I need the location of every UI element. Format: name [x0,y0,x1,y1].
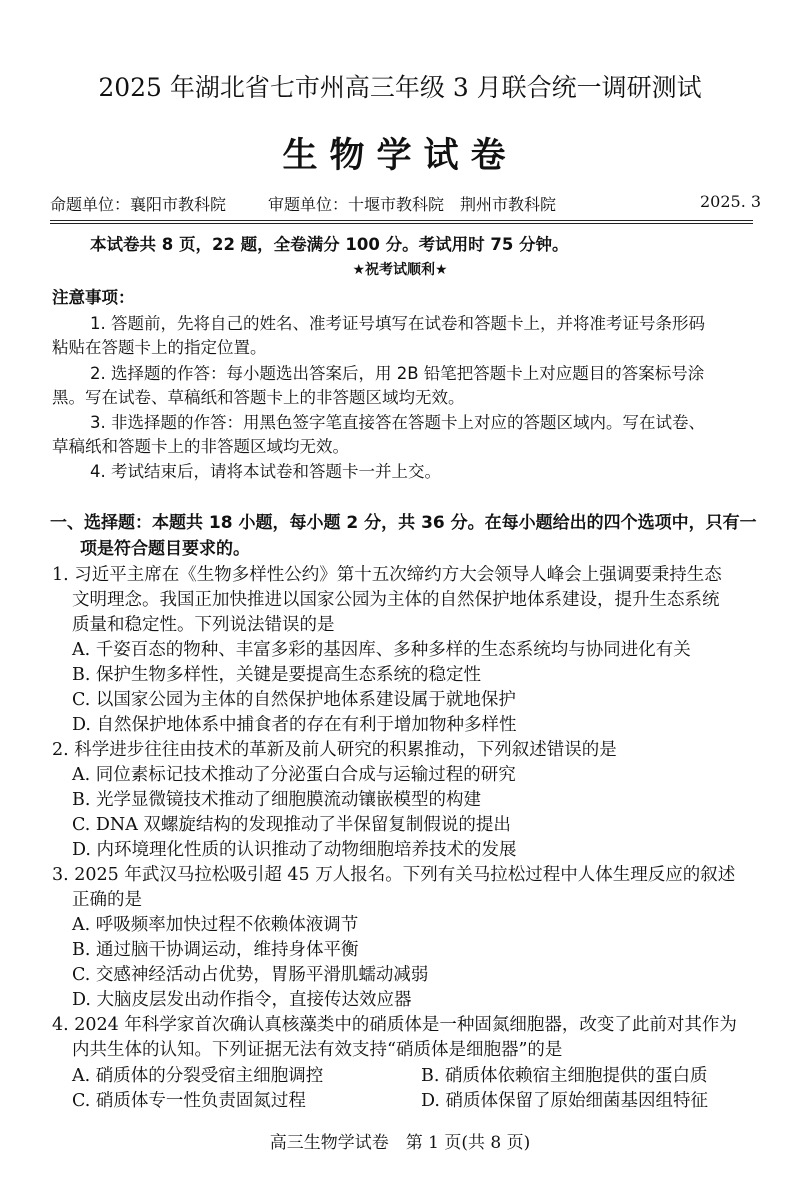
option-d: D. 硝质体保留了原始细菌基因组特征 [421,1091,709,1111]
option-c: C. DNA 双螺旋结构的发现推动了半保留复制假说的提出 [72,815,511,835]
notice-line: 2. 选择题的作答：每小题选出答案后，用 2B 铅笔把答题卡上对应题目的答案标号涂 [90,364,705,383]
notice-line: 草稿纸和答题卡上的非答题区域均无效。 [52,437,349,456]
option-a: A. 同位素标记技术推动了分泌蛋白合成与运输过程的研究 [72,765,516,785]
header-divider-top [50,220,753,221]
compiler-unit: 命题单位：襄阳市教科院 [50,195,227,214]
option-a: A. 硝质体的分裂受宿主细胞调控 [72,1066,324,1086]
option-d: D. 自然保护地体系中捕食者的存在有利于增加物种多样性 [72,715,517,735]
option-c: C. 以国家公园为主体的自然保护地体系建设属于就地保护 [72,690,516,710]
option-c: C. 硝质体专一性负责固氮过程 [72,1091,306,1111]
notice-line: 粘贴在答题卡上的指定位置。 [52,338,267,357]
notice-line: 1. 答题前，先将自己的姓名、准考证号填写在试卷和答题卡上，并将准考证号条形码 [90,314,705,333]
reviewer-unit: 审题单位：十堰市教科院 荆州市教科院 [268,195,557,214]
option-a: A. 千姿百态的物种、丰富多彩的基因库、多种多样的生态系统均与协同进化有关 [72,640,691,660]
blessing: ★祝考试顺利★ [352,262,448,278]
question-stem: 3. 2025 年武汉马拉松吸引超 45 万人报名。下列有关马拉松过程中人体生理反应的叙述 [52,865,736,885]
section-heading: 一、选择题：本题共 18 小题，每小题 2 分，共 36 分。在每小题给出的四个选项中，只有一 [50,513,757,533]
section-heading-cont: 项是符合题目要求的。 [80,539,250,559]
exam-title: 2025 年湖北省七市州高三年级 3 月联合统一调研测试 [98,73,702,102]
option-c: C. 交感神经活动占优势，胃肠平滑肌蠕动减弱 [72,965,429,985]
option-b: B. 硝质体依赖宿主细胞提供的蛋白质 [421,1066,708,1086]
notice-heading: 注意事项： [52,288,135,307]
option-b: B. 通过脑干协调运动，维持身体平衡 [72,940,359,960]
question-stem: 质量和稳定性。下列说法错误的是 [72,615,335,635]
option-d: D. 内环境理化性质的认识推动了动物细胞培养技术的发展 [72,840,517,860]
option-b: B. 保护生物多样性，关键是要提高生态系统的稳定性 [72,665,481,685]
question-stem: 文明理念。我国正加快推进以国家公园为主体的自然保护地体系建设，提升生态系统 [72,590,720,610]
option-d: D. 大脑皮层发出动作指令，直接传达效应器 [72,990,412,1010]
question-stem: 2. 科学进步往往由技术的革新及前人研究的积累推动，下列叙述错误的是 [52,740,617,760]
header-divider-bottom [50,223,753,224]
question-stem: 正确的是 [72,890,142,910]
subject-title: 生物学试卷 [282,135,518,176]
notice-line: 3. 非选择题的作答：用黑色签字笔直接答在答题卡上对应的答题区域内。写在试卷、 [90,413,705,432]
exam-date: 2025. 3 [700,192,762,211]
question-stem: 内共生体的认知。下列证据无法有效支持“硝质体是细胞器”的是 [72,1040,563,1060]
option-a: A. 呼吸频率加快过程不依赖体液调节 [72,915,359,935]
option-b: B. 光学显微镜技术推动了细胞膜流动镶嵌模型的构建 [72,790,481,810]
question-stem: 1. 习近平主席在《生物多样性公约》第十五次缔约方大会领导人峰会上强调要秉持生态 [52,565,722,585]
page-footer: 高三生物学试卷 第 1 页(共 8 页) [269,1133,531,1153]
notice-line: 4. 考试结束后，请将本试卷和答题卡一并上交。 [90,462,441,481]
exam-summary: 本试卷共 8 页，22 题，全卷满分 100 分。考试用时 75 分钟。 [90,235,569,254]
notice-line: 黑。写在试卷、草稿纸和答题卡上的非答题区域均无效。 [52,388,465,407]
question-stem: 4. 2024 年科学家首次确认真核藻类中的硝质体是一种固氮细胞器，改变了此前对其作为 [52,1015,737,1035]
